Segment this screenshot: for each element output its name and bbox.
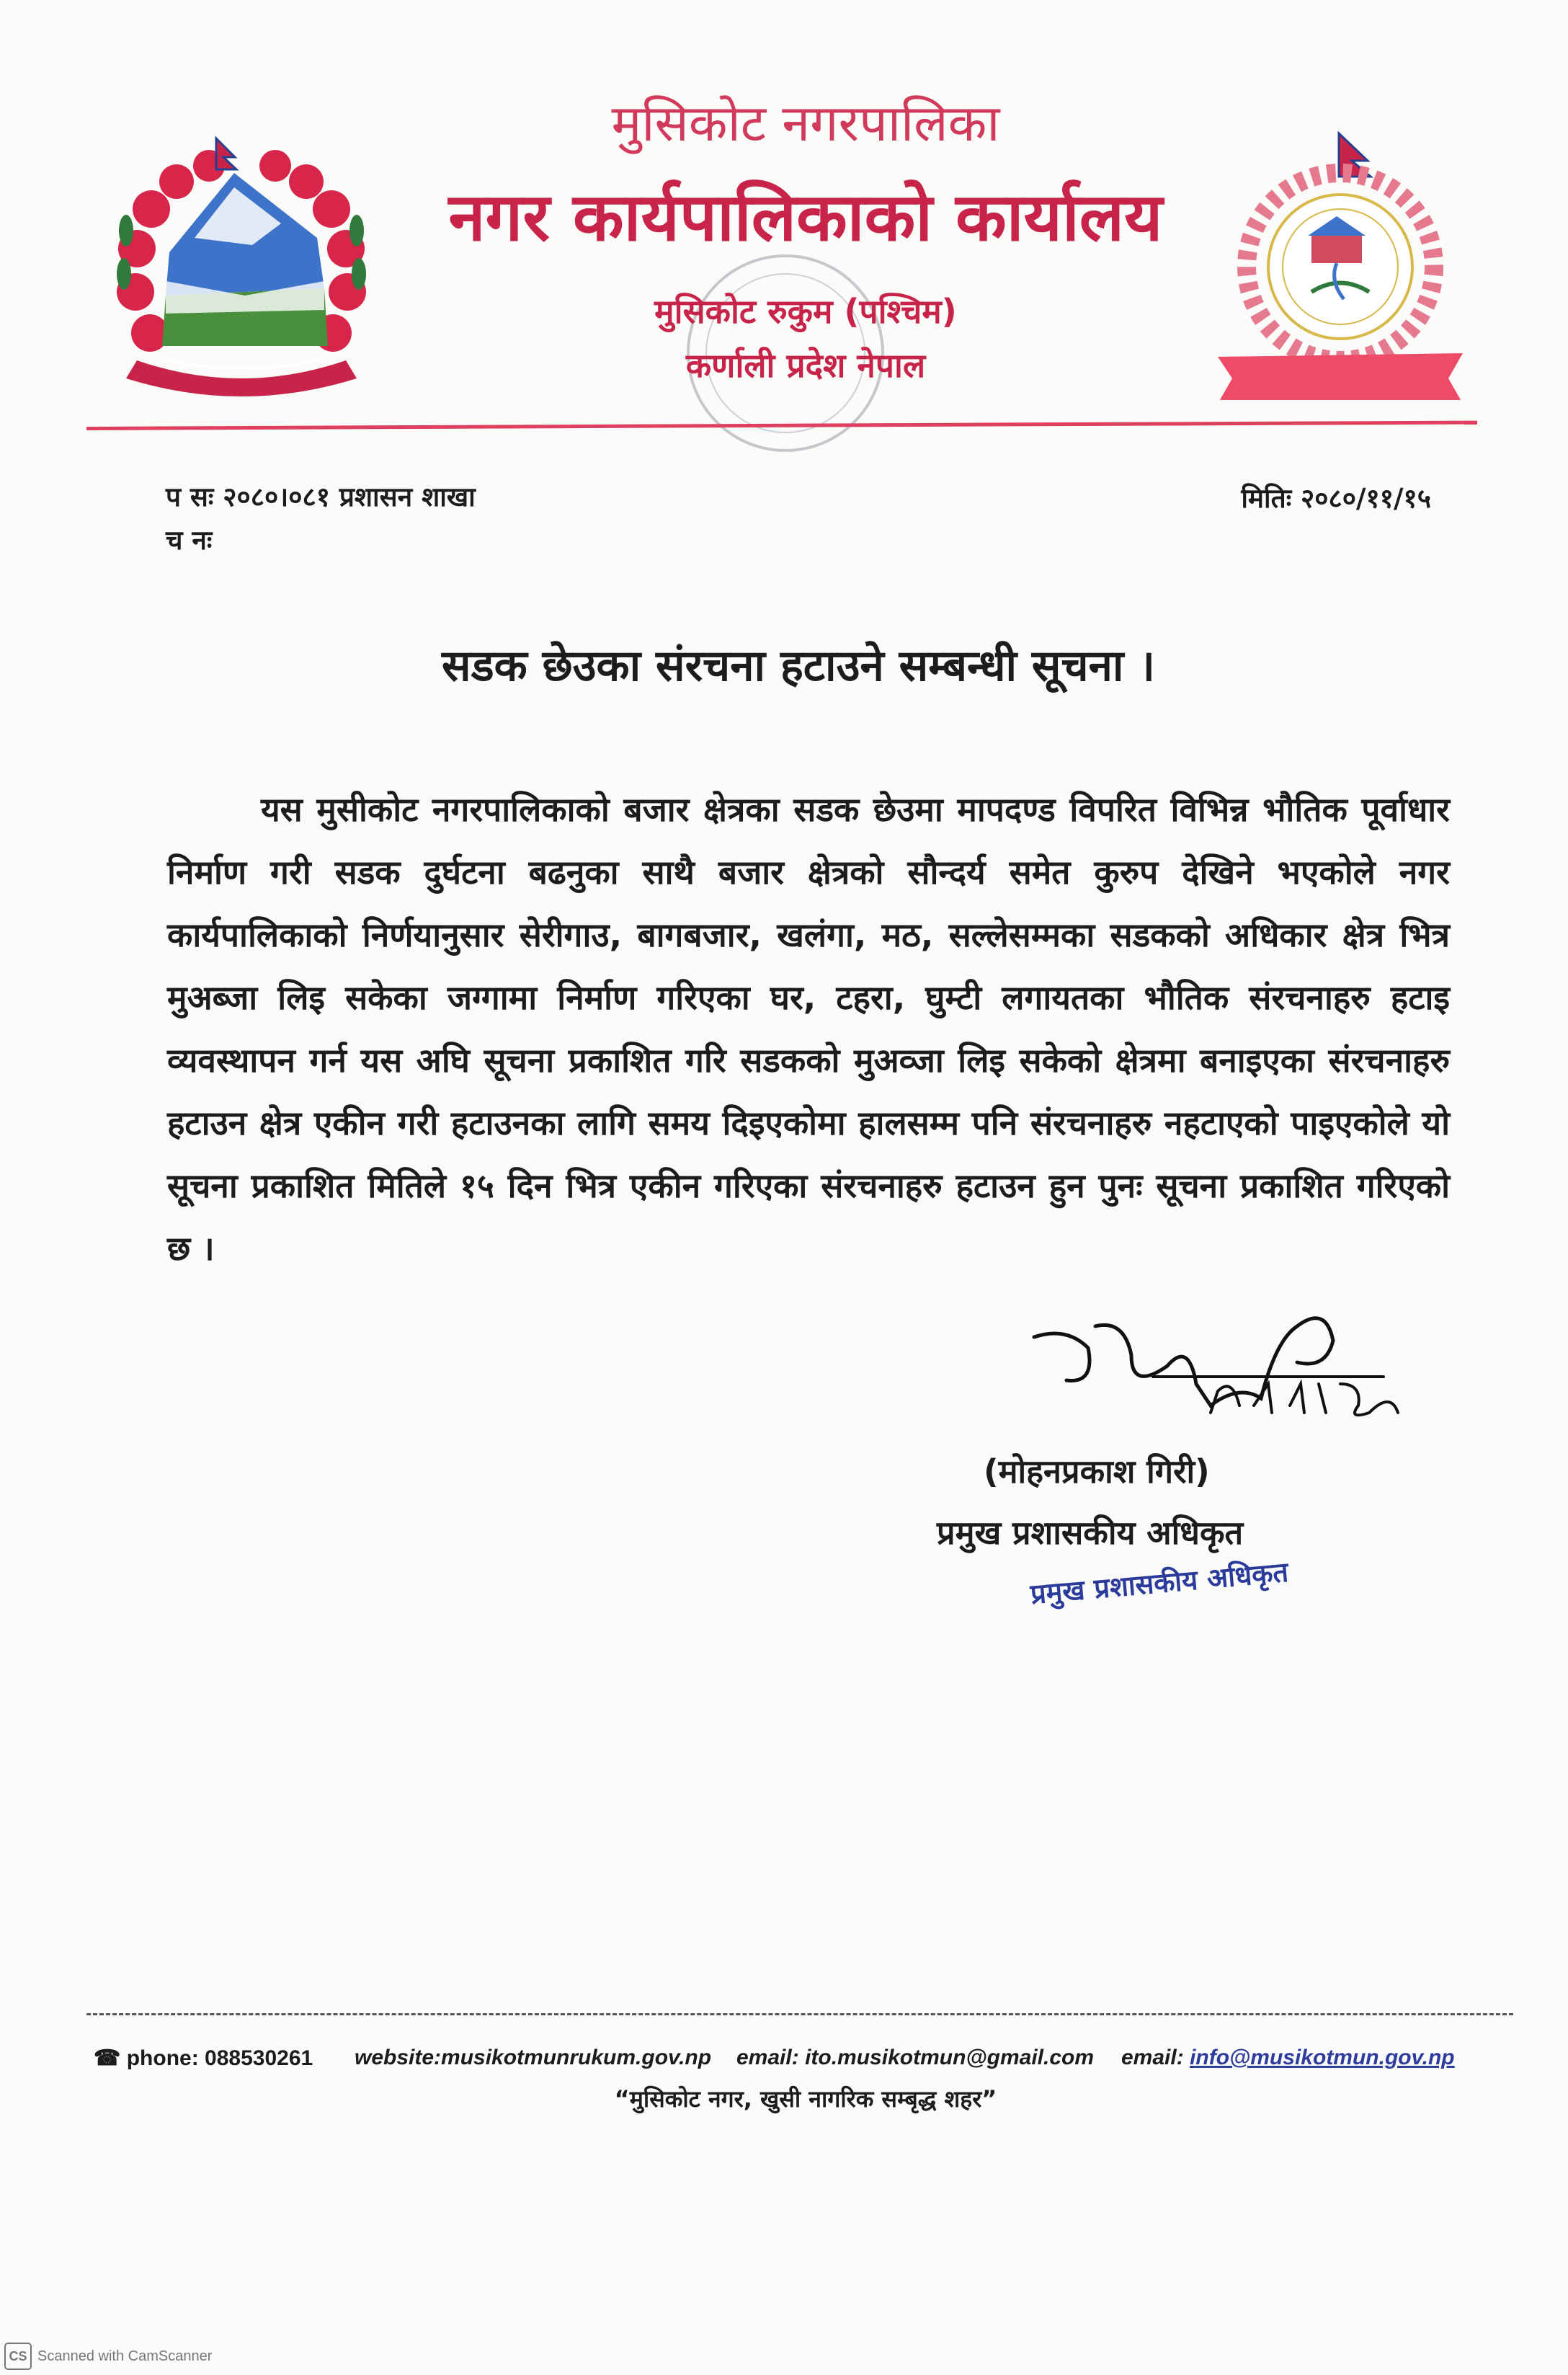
email-info-link[interactable]: info@musikotmun.gov.np: [1190, 2046, 1455, 2069]
office-location: मुसिकोट रुकुम (पश्चिम): [654, 292, 957, 331]
phone-text: phone: 088530261: [126, 2046, 313, 2070]
footer-divider: [86, 2013, 1513, 2015]
signatory-name: (मोहनप्रकाश गिरी): [984, 1452, 1210, 1491]
footer-motto: “मुसिकोट नगर, खुसी नागरिक सम्बृद्ध शहर”: [614, 2085, 997, 2113]
footer-website: website:musikotmunrukum.gov.np: [355, 2046, 712, 2069]
municipality-name: मुसिकोट नगरपालिका: [611, 94, 1000, 153]
footer-email-info: [1121, 2046, 1455, 2070]
signatory-title: प्रमुख प्रशासकीय अधिकृत: [937, 1514, 1244, 1552]
email-label: email:: [1121, 2046, 1184, 2069]
camscanner-icon: CS: [4, 2343, 32, 2370]
office-province: कर्णाली प्रदेश नेपाल: [685, 346, 926, 385]
handwritten-signature: [1023, 1297, 1427, 1463]
phone-icon: ☎: [94, 2046, 121, 2070]
office-name: नगर कार्यपालिकाको कार्यालय: [448, 179, 1163, 256]
notice-body: यस मुसीकोट नगरपालिकाको बजार क्षेत्रका सडक छेउमा मापदण्ड विपरित विभिन्न भौतिक पूर्वाधार निर्माण गरी सडक दुर्घटना बढनुका साथै बजार क्षेत्रको सौन्दर्य समेत कुरुप देखिने भएकोले नगर कार्यपालिकाको निर्णयानुसार सेरीगाउ, बागबजार, खलंगा, मठ, सल्लेसम्मका सडकको अधिकार क्षेत्र भित्र मुअब्जा लिइ सकेका जग्गामा निर्माण गरिएका घर, टहरा, घुम्टी लगायतका भौतिक संरचनाहरु हटाइ व्यवस्थापन गर्न यस अघि सूचना प्रकाशित गरि सडकको मुअव्जा लिइ सकेको क्षेत्रमा बनाइएका संरचनाहरु हटाउन क्षेत्र एकीन गरी हटाउनका लागि समय दिइएकोमा हालसम्म पनि संरचनाहरु नहटाएको पाइएकोले यो सूचना प्रकाशित मितिले १५ दिन भित्र एकीन गरिएका संरचनाहरु हटाउन हुन पुनः सूचना प्रकाशित गरिएको छ ।: [167, 790, 1450, 1268]
letter-reference-number: प सः २०८०।०८१ प्रशासन शाखा: [166, 481, 476, 512]
camscanner-watermark: [4, 2343, 212, 2370]
camscanner-text: Scanned with CamScanner: [37, 2348, 213, 2364]
email-label: email:: [736, 2046, 799, 2069]
letter-date: मितिः २०८०/११/१५: [1241, 483, 1431, 514]
signatory-stamp: प्रमुख प्रशासकीय अधिकृत: [1029, 1555, 1290, 1610]
notice-subject: सडक छेउका संरचना हटाउने सम्बन्धी सूचना ।: [441, 641, 1156, 691]
email-ito-address: ito.musikotmun@gmail.com: [805, 2046, 1095, 2069]
footer-email-ito: [736, 2046, 1094, 2070]
dispatch-number: च नः: [166, 525, 213, 556]
footer-phone: [94, 2046, 313, 2071]
